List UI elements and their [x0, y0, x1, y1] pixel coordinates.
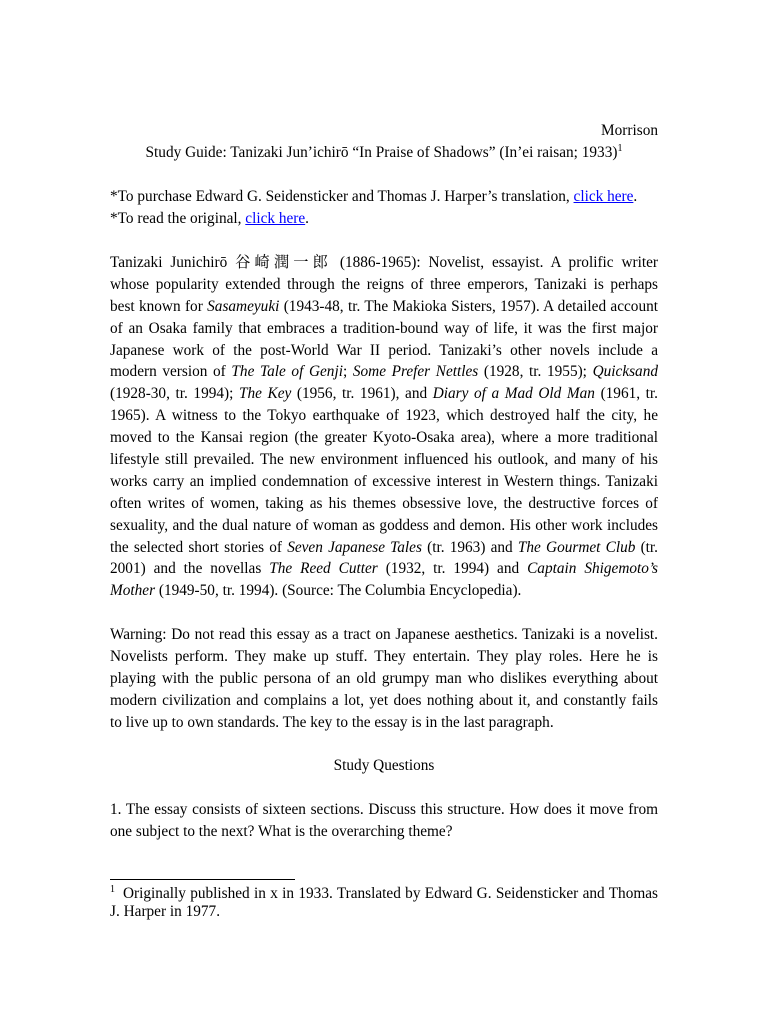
original-text-link[interactable]: click here	[245, 210, 306, 227]
author-biography	[110, 252, 658, 602]
footnote-divider	[110, 879, 295, 880]
text-run: (tr.	[635, 538, 658, 556]
text-run: modern version of	[110, 363, 232, 381]
text-run: (1943-48, tr. The Makioka Sisters, 1957). A detailed account	[279, 297, 658, 315]
work-title: The Key	[238, 385, 292, 403]
question-1	[110, 799, 658, 843]
text-run: ;	[342, 363, 353, 381]
purchase-note-text: *To purchase Edward G. Seidensticker and Thomas J. Harper’s translation,	[110, 188, 574, 205]
purchase-note-end: .	[633, 188, 638, 205]
bio-line: lifestyle still prevailed. The new environment influenced his outlook, and many of his	[110, 451, 658, 469]
work-title: The Gourmet Club	[517, 538, 636, 556]
warning-line: Warning: Do not read this essay as a tract on Japanese aesthetics. Tanizaki is a novelist.	[110, 626, 658, 643]
footnote-marker: 1	[110, 884, 115, 895]
purchase-link[interactable]: click here	[573, 188, 634, 205]
bio-line: whose popularity extended through the reigns of three emperors, Tanizaki is perhaps	[110, 275, 658, 293]
bio-line	[110, 361, 658, 383]
work-title: Seven Japanese Tales	[287, 538, 422, 556]
original-note-end: .	[305, 210, 309, 227]
text-run: (1949-50, tr. 1994). (Source: The Columbia Encyclopedia).	[155, 582, 522, 600]
warning-paragraph	[110, 624, 658, 733]
bio-line: Tanizaki Junichirō 谷崎潤一郎 (1886-1965): Novelist, essayist. A prolific writer	[110, 254, 658, 271]
footnote	[110, 885, 658, 921]
footnote-line: J. Harper in 1977.	[110, 903, 221, 920]
footnote-line: Originally published in x in 1933. Translated by Edward G. Seidensticker and Thomas	[123, 885, 658, 902]
work-title: Diary of a Mad Old Man	[432, 385, 595, 403]
warning-line: modern civilization and complains a lot, yet does nothing about it, and constantly fails	[110, 691, 658, 709]
work-title: The Tale of Genji	[231, 363, 343, 381]
text-run: best known for	[110, 297, 208, 315]
bio-line: moved to the Kansai region (the greater Kyoto-Osaka area), where a more traditional	[110, 429, 658, 447]
bio-line: often writes of women, taking as his themes obsessive love, the destructive forces of	[110, 494, 658, 512]
page-title-text: Study Guide: Tanizaki Jun’ichirō “In Praise of Shadows” (In’ei raisan; 1933)	[145, 144, 618, 161]
work-title: Captain Shigemoto’s	[527, 560, 658, 578]
work-title: Mother	[110, 582, 156, 600]
warning-line: to live up to own standards. The key to the essay is in the last paragraph.	[110, 713, 554, 731]
bio-line: of an Osaka family that embraces a tradition-bound way of life, it was the first major	[110, 319, 658, 337]
work-title: Some Prefer Nettles	[352, 363, 479, 381]
text-run: the selected short stories of	[110, 538, 288, 556]
page-title	[110, 142, 658, 164]
bio-line	[110, 383, 658, 405]
work-title: The Reed Cutter	[269, 560, 378, 578]
original-text-note	[110, 208, 658, 230]
purchase-note	[110, 186, 658, 208]
footnote-reference: 1	[617, 142, 623, 154]
text-run: (1928, tr. 1955);	[478, 363, 593, 381]
text-run: (1961, tr.	[594, 385, 658, 403]
bio-line	[110, 296, 658, 318]
bio-line: Japanese work of the post-World War II period. Tanizaki’s other novels include a	[110, 341, 658, 359]
bio-line: works carry an implied condemnation of excessive interest in Western things. Tanizaki	[110, 472, 658, 490]
bio-line	[110, 537, 658, 559]
warning-line: playing with the public persona of an old grumpy man who dislikes everything about	[110, 669, 658, 687]
bio-line	[110, 580, 658, 602]
author-name: Morrison	[601, 122, 658, 139]
warning-line: Novelists perform. They make up stuff. They entertain. They play roles. Here he is	[110, 647, 658, 665]
bio-line: sexuality, and the dual nature of woman as goddess and demon. His other work includes	[110, 516, 658, 534]
work-title: Sasameyuki	[207, 297, 280, 315]
bio-line: 1965). A witness to the Tokyo earthquake of 1923, which destroyed half the city, he	[110, 407, 658, 425]
question-line: 1. The essay consists of sixteen sections. Discuss this structure. How does it move from	[110, 801, 658, 818]
work-title: Quicksand	[592, 363, 659, 381]
text-run: (1956, tr. 1961), and	[291, 385, 433, 403]
text-run: (1932, tr. 1994) and	[377, 560, 528, 578]
question-line: one subject to the next? What is the overarching theme?	[110, 822, 453, 840]
text-run: 2001) and the novellas	[110, 560, 270, 578]
text-run: (tr. 1963) and	[421, 538, 518, 556]
text-run: (1928-30, tr. 1994);	[110, 385, 239, 403]
study-questions-heading: Study Questions	[333, 757, 435, 774]
bio-line	[110, 558, 658, 580]
original-note-text: *To read the original,	[110, 210, 246, 227]
